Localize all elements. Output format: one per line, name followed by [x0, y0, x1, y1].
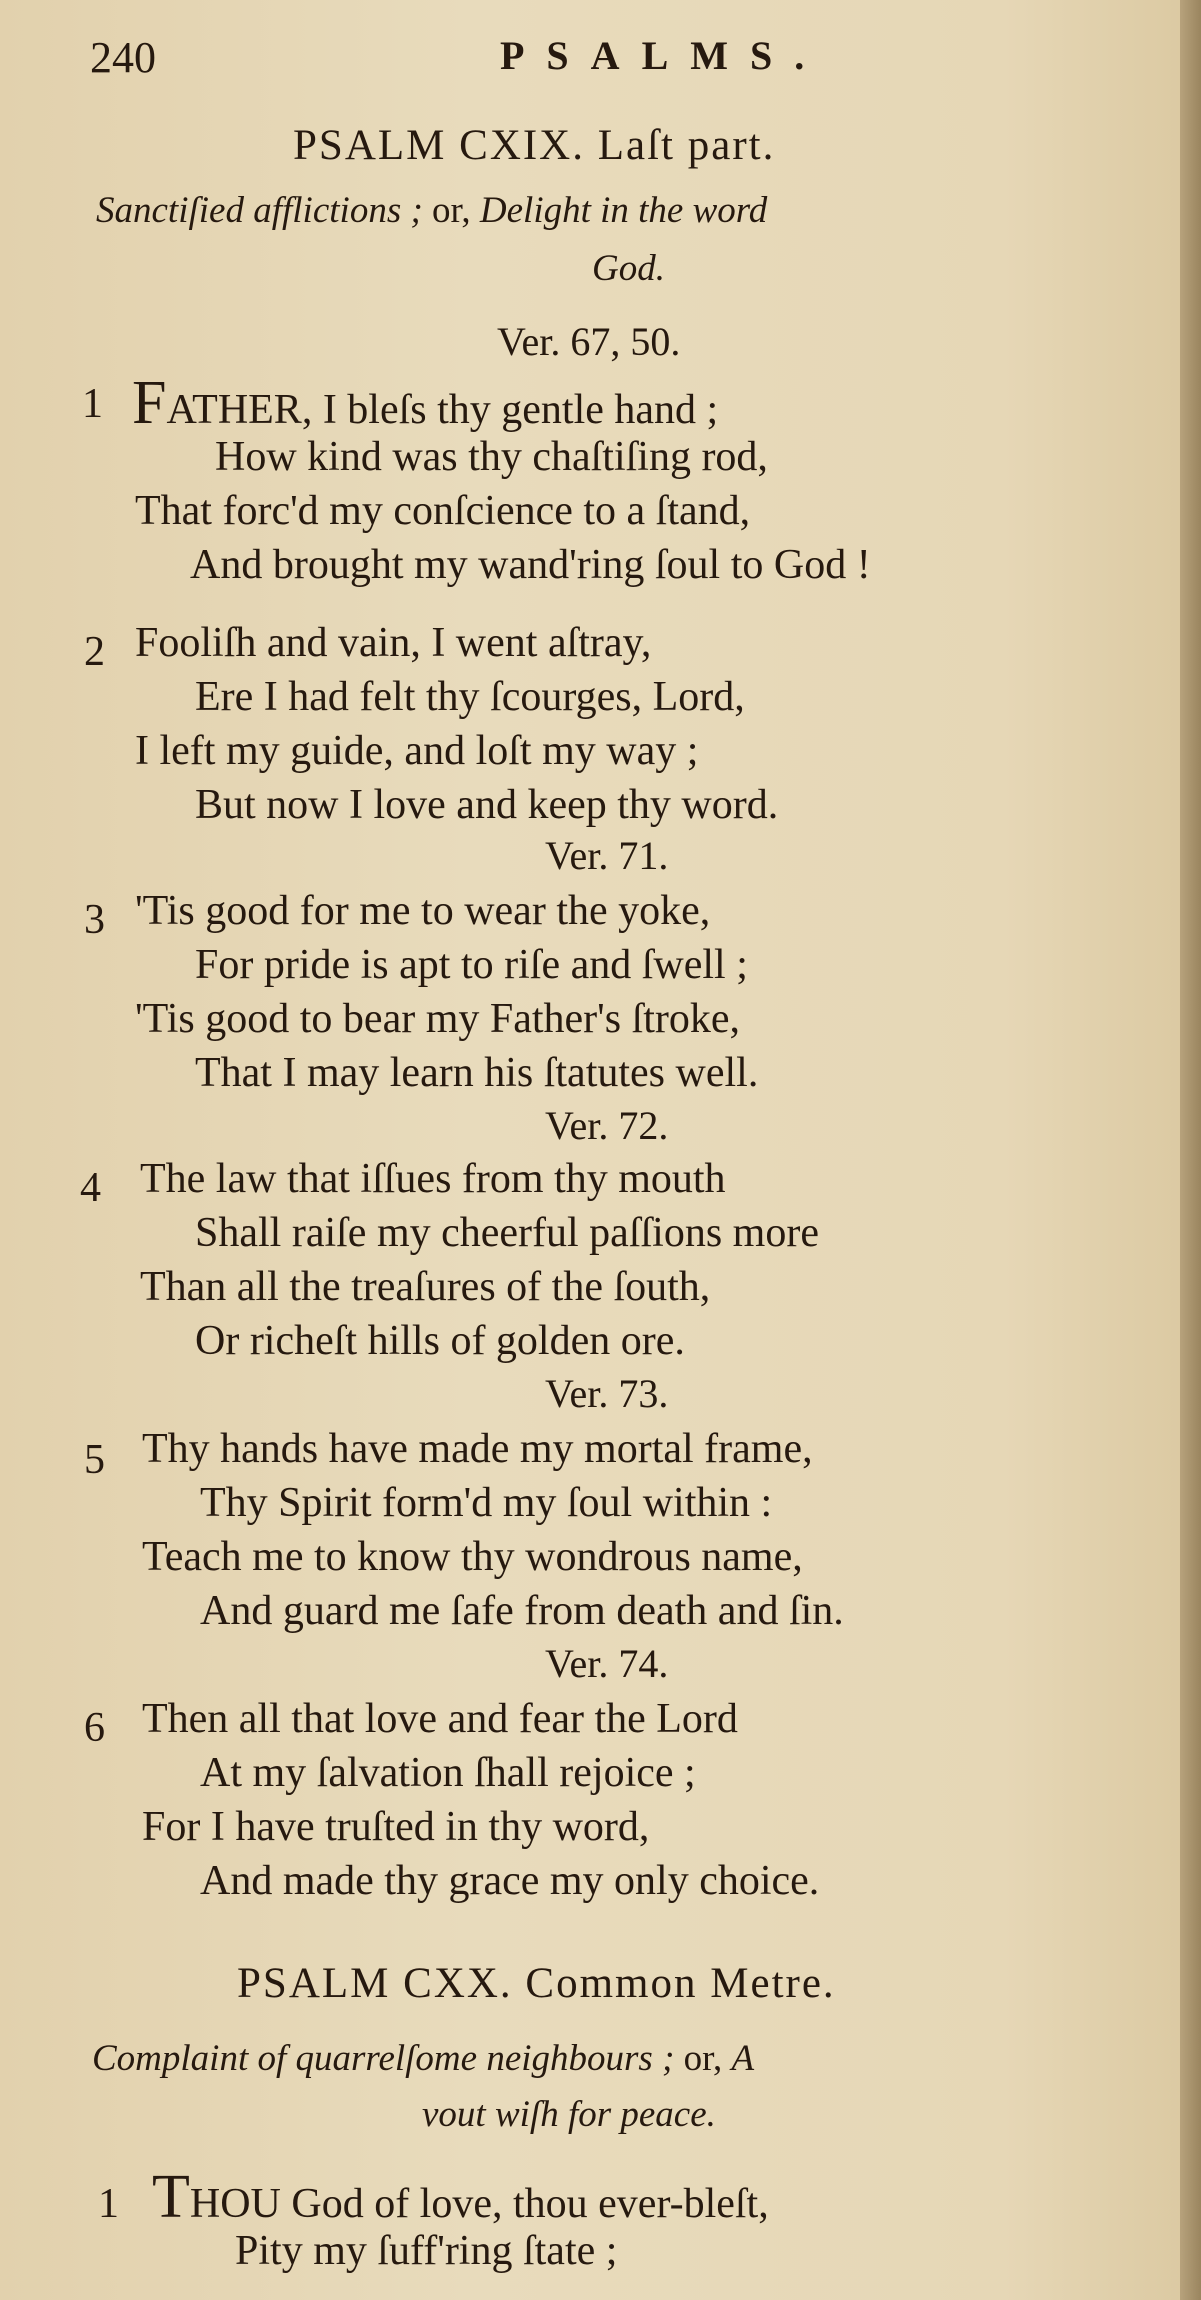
- verse-line: And guard me ſafe from death and ſin.: [200, 1588, 844, 1634]
- psalm-subtitle: [96, 192, 767, 229]
- verse-text: HOU God of love, thou ever-bleſt,: [189, 2181, 769, 2227]
- stanza-number: 1: [82, 381, 103, 427]
- subtitle-italic: A: [731, 2038, 755, 2079]
- verse-line: That forc'd my conſcience to a ſtand,: [135, 488, 751, 534]
- drop-capital: F: [132, 369, 167, 437]
- psalm-subtitle: [92, 2040, 754, 2077]
- verse-line: How kind was thy chaſtiſing rod,: [215, 434, 768, 480]
- stanza-number: 3: [84, 897, 105, 943]
- verse-line: Fooliſh and vain, I went aſtray,: [135, 620, 652, 666]
- stanza-number: 4: [80, 1165, 101, 1211]
- verse-line: The law that iſſues from thy mouth: [140, 1156, 726, 1202]
- verse-line: [132, 369, 719, 437]
- verse-reference: Ver. 71.: [545, 833, 669, 878]
- subtitle-or: or,: [422, 190, 480, 231]
- stanza-number: 1: [98, 2181, 119, 2227]
- verse-line: Thy Spirit form'd my ſoul within :: [200, 1480, 773, 1526]
- subtitle-italic: Complaint of quarrelſome neighbours ;: [92, 2038, 675, 2079]
- verse-line: Or richeſt hills of golden ore.: [195, 1318, 685, 1364]
- verse-line: I left my guide, and loſt my way ;: [135, 728, 699, 774]
- psalm-subtitle-cont: God.: [592, 248, 665, 289]
- verse-line: Pity my ſuff'ring ſtate ;: [235, 2228, 618, 2274]
- stanza-number: 5: [84, 1437, 105, 1483]
- verse-line: Thy hands have made my mortal frame,: [142, 1426, 813, 1472]
- stanza-number: 6: [84, 1705, 105, 1751]
- page-edge: [1180, 0, 1201, 2300]
- verse-text: ATHER, I bleſs thy gentle hand ;: [166, 387, 719, 433]
- verse-line: Then all that love and fear the Lord: [142, 1696, 738, 1742]
- verse-line: And brought my wand'ring ſoul to God !: [190, 542, 871, 588]
- subtitle-italic: Delight in the word: [479, 190, 768, 231]
- verse-line: That I may learn his ſtatutes well.: [195, 1050, 759, 1096]
- psalm-subtitle-cont: vout wiſh for peace.: [422, 2094, 716, 2135]
- stanza-number: 2: [84, 629, 105, 675]
- verse-line: At my ſalvation ſhall rejoice ;: [200, 1750, 696, 1796]
- verse-reference: Ver. 73.: [545, 1371, 669, 1416]
- running-title: PSALMS.: [500, 33, 827, 78]
- verse-line: For pride is apt to riſe and ſwell ;: [195, 942, 748, 988]
- verse-line: Than all the treaſures of the ſouth,: [140, 1264, 711, 1310]
- verse-line: And made thy grace my only choice.: [200, 1858, 820, 1904]
- drop-capital: T: [152, 2163, 190, 2231]
- psalm-title: PSALM CXX. Common Metre.: [237, 1960, 836, 2007]
- verse-line: Ere I had felt thy ſcourges, Lord,: [195, 674, 745, 720]
- page-number: 240: [90, 33, 156, 82]
- verse-reference: Ver. 72.: [545, 1103, 669, 1148]
- verse-reference: Ver. 74.: [545, 1641, 669, 1686]
- verse-line: 'Tis good to bear my Father's ſtroke,: [135, 996, 741, 1042]
- verse-line: For I have truſted in thy word,: [142, 1804, 650, 1850]
- verse-line: [152, 2163, 769, 2231]
- verse-line: 'Tis good for me to wear the yoke,: [135, 888, 711, 934]
- verse-line: Shall raiſe my cheerful paſſions more: [195, 1210, 819, 1256]
- verse-line: But now I love and keep thy word.: [195, 782, 779, 828]
- verse-line: Teach me to know thy wondrous name,: [142, 1534, 803, 1580]
- subtitle-or: or,: [674, 2038, 732, 2079]
- psalm-title: PSALM CXIX. Laſt part.: [293, 122, 776, 169]
- verse-reference: Ver. 67, 50.: [497, 319, 681, 364]
- subtitle-italic: Sanctiſied afflictions ;: [96, 190, 423, 231]
